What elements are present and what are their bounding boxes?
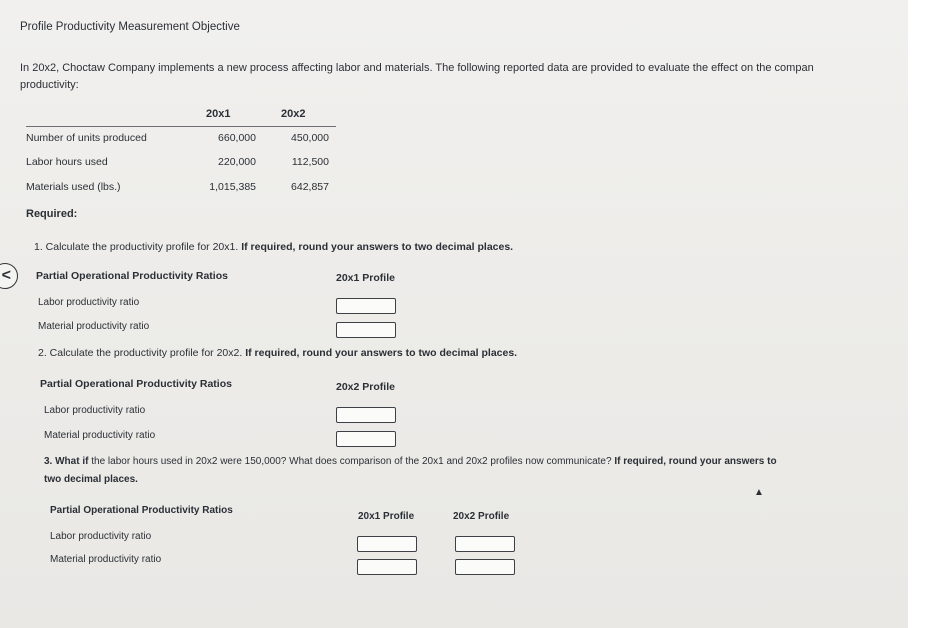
intro-text-continued: productivity: — [20, 79, 79, 91]
cursor-arrow-icon: ▲ — [754, 487, 764, 498]
intro-text: In 20x2, Choctaw Company implements a new process affecting labor and materials. The following reported data are provided to evaluate the effect on the compan — [20, 62, 814, 74]
table-row-label: Number of units produced — [26, 132, 147, 144]
q1-ratios-header: Partial Operational Productivity Ratios — [36, 270, 228, 282]
q1-material-input[interactable] — [336, 322, 396, 338]
table-row-label: Materials used (lbs.) — [26, 181, 121, 193]
q2-col-header: 20x2 Profile — [336, 381, 395, 393]
question-2: 2. Calculate the productivity profile for 20x2. If required, round your answers to two decimal places. — [38, 347, 518, 359]
q3-material-input-20x1[interactable] — [357, 559, 417, 575]
page-title: Profile Productivity Measurement Objective — [20, 21, 240, 33]
table-col-header-20x1: 20x1 — [206, 108, 231, 120]
q3-labor-label: Labor productivity ratio — [50, 531, 152, 542]
q1-col-header: 20x1 Profile — [336, 272, 395, 284]
q2-labor-input[interactable] — [336, 407, 396, 423]
table-cell: 450,000 — [291, 132, 329, 144]
question-3-continued: two decimal places. — [44, 474, 138, 485]
chevron-left-icon: < — [1, 267, 11, 284]
q3-labor-input-20x1[interactable] — [357, 536, 417, 552]
q2-ratios-header: Partial Operational Productivity Ratios — [40, 378, 232, 390]
q3-material-label: Material productivity ratio — [50, 554, 162, 565]
q3-labor-input-20x2[interactable] — [455, 536, 515, 552]
q2-material-input[interactable] — [336, 431, 396, 447]
table-cell: 112,500 — [291, 156, 329, 168]
q2-labor-label: Labor productivity ratio — [44, 405, 146, 416]
q1-labor-input[interactable] — [336, 298, 396, 314]
table-cell: 1,015,385 — [209, 181, 256, 193]
question-1: 1. Calculate the productivity profile for 20x1. If required, round your answers to two decimal places. — [34, 241, 514, 253]
q3-material-input-20x2[interactable] — [455, 559, 515, 575]
q1-labor-label: Labor productivity ratio — [38, 297, 140, 308]
required-heading: Required: — [26, 208, 78, 220]
q1-material-label: Material productivity ratio — [38, 321, 150, 332]
q3-col-header-20x2: 20x2 Profile — [453, 511, 510, 522]
q3-col-header-20x1: 20x1 Profile — [358, 511, 415, 522]
q3-ratios-header: Partial Operational Productivity Ratios — [50, 505, 233, 516]
table-cell: 220,000 — [218, 156, 256, 168]
table-col-header-20x2: 20x2 — [281, 108, 306, 120]
table-cell: 642,857 — [291, 181, 329, 193]
table-row-label: Labor hours used — [26, 156, 108, 168]
question-3: 3. What if the labor hours used in 20x2 were 150,000? What does comparison of the 20x1 and 20x2 profiles now communicate? If required, round your answers to — [44, 456, 777, 467]
table-cell: 660,000 — [218, 132, 256, 144]
table-rule — [26, 126, 336, 127]
page-margin — [908, 0, 926, 628]
q2-material-label: Material productivity ratio — [44, 430, 156, 441]
